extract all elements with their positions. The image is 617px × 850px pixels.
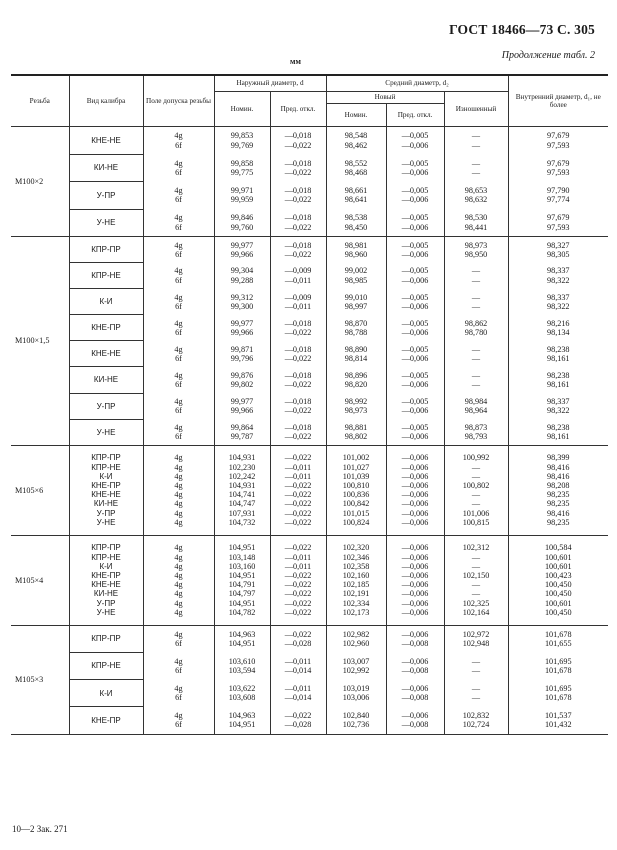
table-row — [11, 419, 608, 445]
gauge-type-cell: У-ПР — [69, 393, 143, 419]
col-pitch-diameter: Средний диаметр, d₂ — [326, 75, 508, 92]
col-inner-diameter: Внутренний диаметр, d₁, не более — [508, 75, 608, 127]
gauge-type-cell: У-НЕ — [69, 419, 143, 445]
outer-nominal-cell: 99,977 99,966 — [214, 237, 270, 263]
col-outer-deviation: Пред. откл. — [270, 92, 326, 127]
outer-nominal-cell: 99,304 99,288 — [214, 263, 270, 289]
gauge-type-cell: КНЕ-НЕ — [69, 127, 143, 155]
inner-diameter-cell: 101,695 101,678 — [508, 652, 608, 679]
thread-cell: М105×6 — [11, 445, 69, 535]
gauge-type-cell: КИ-НЕ — [69, 367, 143, 393]
outer-nominal-cell: 99,876 99,802 — [214, 367, 270, 393]
worn-cell: — — — [444, 680, 508, 707]
table-row — [11, 707, 608, 734]
table-row — [11, 315, 608, 341]
table-header — [11, 75, 608, 127]
pitch-nominal-cell: 98,538 98,450 — [326, 209, 386, 237]
col-new: Новый — [326, 92, 444, 104]
outer-nominal-cell: 99,977 99,966 — [214, 393, 270, 419]
inner-diameter-cell: 98,399 98,416 98,416 98,208 98,235 98,235 98,416 98,235 — [508, 445, 608, 535]
outer-nominal-cell: 99,853 99,769 — [214, 127, 270, 155]
worn-cell: — — — [444, 289, 508, 315]
worn-cell: — — — [444, 652, 508, 679]
table-row — [11, 154, 608, 182]
tolerance-cell: 4g 6f — [143, 127, 214, 155]
inner-diameter-cell: 97,679 97,593 — [508, 209, 608, 237]
tolerance-cell: 4g 4g 4g 4g 4g 4g 4g 4g — [143, 535, 214, 625]
pitch-nominal-cell: 98,896 98,820 — [326, 367, 386, 393]
table-row — [11, 393, 608, 419]
pitch-deviation-cell: —0,005 —0,006 — [386, 182, 444, 210]
pitch-deviation-cell: —0,005 —0,006 — [386, 263, 444, 289]
tolerance-cell: 4g 6f — [143, 393, 214, 419]
outer-deviation-cell: —0,011 —0,014 — [270, 652, 326, 679]
col-gauge-type: Вид калибра — [69, 75, 143, 127]
standard-header: ГОСТ 18466—73 С. 305 — [449, 22, 595, 37]
pitch-nominal-cell: 103,019 103,006 — [326, 680, 386, 707]
gauge-type-cell: У-НЕ — [69, 209, 143, 237]
worn-cell: 102,832 102,724 — [444, 707, 508, 734]
pitch-deviation-cell: —0,006 —0,008 — [386, 680, 444, 707]
worn-cell: — — — [444, 127, 508, 155]
table-row — [11, 289, 608, 315]
tolerance-cell: 4g 6f — [143, 154, 214, 182]
inner-diameter-cell: 97,790 97,774 — [508, 182, 608, 210]
tolerance-cell: 4g 6f — [143, 652, 214, 679]
pitch-nominal-cell: 98,992 98,973 — [326, 393, 386, 419]
table-row — [11, 209, 608, 237]
col-thread: Резьба — [11, 75, 69, 127]
table-row — [11, 625, 608, 652]
pitch-nominal-cell: 99,010 98,997 — [326, 289, 386, 315]
pitch-deviation-cell: —0,006 —0,008 — [386, 625, 444, 652]
tolerance-cell: 4g 6f — [143, 237, 214, 263]
gauge-table — [11, 74, 608, 735]
unit-label: мм — [290, 57, 301, 66]
gauge-type-cell: КПР-НЕ — [69, 263, 143, 289]
table-row — [11, 237, 608, 263]
pitch-nominal-cell: 98,870 98,788 — [326, 315, 386, 341]
tolerance-cell: 4g 6f — [143, 419, 214, 445]
tolerance-cell: 4g 4g 4g 4g 4g 4g 4g 4g — [143, 445, 214, 535]
pitch-deviation-cell: —0,005 —0,006 — [386, 237, 444, 263]
col-pitch-nominal: Номин. — [326, 104, 386, 127]
pitch-nominal-cell: 98,890 98,814 — [326, 341, 386, 367]
pitch-deviation-cell: —0,005 —0,006 — [386, 127, 444, 155]
outer-deviation-cell: —0,011 —0,014 — [270, 680, 326, 707]
table-row — [11, 367, 608, 393]
pitch-deviation-cell: —0,005 —0,006 — [386, 289, 444, 315]
tolerance-cell: 4g 6f — [143, 289, 214, 315]
worn-cell: 98,862 98,780 — [444, 315, 508, 341]
tolerance-cell: 4g 6f — [143, 315, 214, 341]
table-row — [11, 263, 608, 289]
tolerance-cell: 4g 6f — [143, 182, 214, 210]
inner-diameter-cell: 97,679 97,593 — [508, 154, 608, 182]
table-row — [11, 445, 608, 535]
thread-cell: М105×3 — [11, 625, 69, 734]
pitch-nominal-cell: 101,002 101,027 101,039 100,810 100,836 100,842 101,015 100,824 — [326, 445, 386, 535]
outer-nominal-cell: 99,971 99,959 — [214, 182, 270, 210]
pitch-deviation-cell: —0,006 —0,008 — [386, 652, 444, 679]
inner-diameter-cell: 98,337 98,322 — [508, 289, 608, 315]
worn-cell: 98,873 98,793 — [444, 419, 508, 445]
pitch-deviation-cell: —0,005 —0,006 — [386, 419, 444, 445]
table-row — [11, 652, 608, 679]
inner-diameter-cell: 98,337 98,322 — [508, 393, 608, 419]
pitch-nominal-cell: 103,007 102,992 — [326, 652, 386, 679]
pitch-nominal-cell: 102,320 102,346 102,358 102,160 102,185 102,191 102,334 102,173 — [326, 535, 386, 625]
pitch-nominal-cell: 102,840 102,736 — [326, 707, 386, 734]
worn-cell: — — — [444, 263, 508, 289]
table-row — [11, 680, 608, 707]
tolerance-cell: 4g 6f — [143, 341, 214, 367]
gauge-type-cell: КНЕ-ПР — [69, 707, 143, 734]
table-body — [11, 127, 608, 735]
worn-cell: 102,972 102,948 — [444, 625, 508, 652]
worn-cell: 100,992 — — 100,802 — — 101,006 100,815 — [444, 445, 508, 535]
worn-cell: — — — [444, 154, 508, 182]
table-row — [11, 127, 608, 155]
col-worn: Изношенный — [444, 92, 508, 127]
pitch-nominal-cell: 99,002 98,985 — [326, 263, 386, 289]
pitch-deviation-cell: —0,005 —0,006 — [386, 209, 444, 237]
pitch-deviation-cell: —0,006 —0,008 — [386, 707, 444, 734]
gauge-type-cell: У-ПР — [69, 182, 143, 210]
pitch-nominal-cell: 98,881 98,802 — [326, 419, 386, 445]
inner-diameter-cell: 98,216 98,134 — [508, 315, 608, 341]
outer-deviation-cell: —0,018 —0,022 — [270, 419, 326, 445]
table-row — [11, 341, 608, 367]
worn-cell: 102,312 — — 102,150 — — 102,325 102,164 — [444, 535, 508, 625]
worn-cell: — — — [444, 341, 508, 367]
outer-deviation-cell: —0,018 —0,022 — [270, 367, 326, 393]
outer-deviation-cell: —0,018 —0,022 — [270, 393, 326, 419]
tolerance-cell: 4g 6f — [143, 367, 214, 393]
col-outer-diameter: Наружный диаметр, d — [214, 75, 326, 92]
inner-diameter-cell: 98,337 98,322 — [508, 263, 608, 289]
worn-cell: 98,973 98,950 — [444, 237, 508, 263]
pitch-deviation-cell: —0,005 —0,006 — [386, 154, 444, 182]
outer-deviation-cell: —0,009 —0,011 — [270, 263, 326, 289]
outer-deviation-cell: —0,018 —0,022 — [270, 209, 326, 237]
outer-nominal-cell: 103,622 103,608 — [214, 680, 270, 707]
outer-deviation-cell: —0,022 —0,028 — [270, 625, 326, 652]
tolerance-cell: 4g 6f — [143, 625, 214, 652]
inner-diameter-cell: 98,238 98,161 — [508, 341, 608, 367]
tolerance-cell: 4g 6f — [143, 680, 214, 707]
outer-nominal-cell: 99,858 99,775 — [214, 154, 270, 182]
outer-nominal-cell: 104,931 102,230 102,242 104,931 104,741 104,747 107,931 104,732 — [214, 445, 270, 535]
worn-cell: 98,530 98,441 — [444, 209, 508, 237]
gauge-type-cell: КПР-ПР КПР-НЕ К-И КНЕ-ПР КНЕ-НЕ КИ-НЕ У-ПР У-НЕ — [69, 535, 143, 625]
col-pitch-deviation: Пред. откл. — [386, 104, 444, 127]
pitch-nominal-cell: 98,548 98,462 — [326, 127, 386, 155]
thread-cell: М105×4 — [11, 535, 69, 625]
gauge-type-cell: КПР-ПР — [69, 625, 143, 652]
continuation-label: Продолжение табл. 2 — [501, 50, 595, 61]
inner-diameter-cell: 98,238 98,161 — [508, 367, 608, 393]
gauge-type-cell: КИ-НЕ — [69, 154, 143, 182]
outer-deviation-cell: —0,018 —0,022 — [270, 237, 326, 263]
table-row — [11, 182, 608, 210]
gauge-type-cell: К-И — [69, 289, 143, 315]
worn-cell: 98,653 98,632 — [444, 182, 508, 210]
col-outer-nominal: Номин. — [214, 92, 270, 127]
worn-cell: 98,984 98,964 — [444, 393, 508, 419]
outer-nominal-cell: 99,871 99,796 — [214, 341, 270, 367]
inner-diameter-cell: 101,537 101,432 — [508, 707, 608, 734]
outer-deviation-cell: —0,022 —0,028 — [270, 707, 326, 734]
inner-diameter-cell: 101,695 101,678 — [508, 680, 608, 707]
pitch-deviation-cell: —0,006 —0,006 —0,006 —0,006 —0,006 —0,006 —0,006 —0,006 — [386, 445, 444, 535]
table-row — [11, 535, 608, 625]
outer-nominal-cell: 99,312 99,300 — [214, 289, 270, 315]
pitch-deviation-cell: —0,005 —0,006 — [386, 315, 444, 341]
outer-deviation-cell: —0,018 —0,022 — [270, 182, 326, 210]
pitch-deviation-cell: —0,005 —0,006 — [386, 393, 444, 419]
outer-nominal-cell: 99,864 99,787 — [214, 419, 270, 445]
gauge-type-cell: КНЕ-ПР — [69, 315, 143, 341]
outer-deviation-cell: —0,009 —0,011 — [270, 289, 326, 315]
pitch-deviation-cell: —0,005 —0,006 — [386, 341, 444, 367]
tolerance-cell: 4g 6f — [143, 707, 214, 734]
gauge-type-cell: КПР-ПР КПР-НЕ К-И КНЕ-ПР КНЕ-НЕ КИ-НЕ У-ПР У-НЕ — [69, 445, 143, 535]
pitch-deviation-cell: —0,006 —0,006 —0,006 —0,006 —0,006 —0,006 —0,006 —0,006 — [386, 535, 444, 625]
pitch-nominal-cell: 98,981 98,960 — [326, 237, 386, 263]
outer-nominal-cell: 104,951 103,148 103,160 104,951 104,791 104,797 104,951 104,782 — [214, 535, 270, 625]
outer-deviation-cell: —0,018 —0,022 — [270, 127, 326, 155]
thread-cell: М100×2 — [11, 127, 69, 237]
outer-deviation-cell: —0,018 —0,022 — [270, 315, 326, 341]
gauge-type-cell: КПР-ПР — [69, 237, 143, 263]
col-tolerance-field: Поле допуска резьбы — [143, 75, 214, 127]
outer-nominal-cell: 104,963 104,951 — [214, 625, 270, 652]
inner-diameter-cell: 98,238 98,161 — [508, 419, 608, 445]
pitch-deviation-cell: —0,005 —0,006 — [386, 367, 444, 393]
footer-note: 10—2 Зак. 271 — [12, 824, 68, 834]
pitch-nominal-cell: 102,982 102,960 — [326, 625, 386, 652]
worn-cell: — — — [444, 367, 508, 393]
outer-deviation-cell: —0,018 —0,022 — [270, 154, 326, 182]
tolerance-cell: 4g 6f — [143, 263, 214, 289]
inner-diameter-cell: 98,327 98,305 — [508, 237, 608, 263]
inner-diameter-cell: 97,679 97,593 — [508, 127, 608, 155]
outer-nominal-cell: 99,846 99,760 — [214, 209, 270, 237]
inner-diameter-cell: 100,584 100,601 100,601 100,423 100,450 100,450 100,601 100,450 — [508, 535, 608, 625]
outer-nominal-cell: 104,963 104,951 — [214, 707, 270, 734]
outer-deviation-cell: —0,022 —0,011 —0,011 —0,022 —0,022 —0,022 —0,022 —0,022 — [270, 445, 326, 535]
gauge-type-cell: КНЕ-НЕ — [69, 341, 143, 367]
pitch-nominal-cell: 98,552 98,468 — [326, 154, 386, 182]
outer-nominal-cell: 103,610 103,594 — [214, 652, 270, 679]
gauge-type-cell: К-И — [69, 680, 143, 707]
pitch-nominal-cell: 98,661 98,641 — [326, 182, 386, 210]
outer-deviation-cell: —0,018 —0,022 — [270, 341, 326, 367]
thread-cell: М100×1,5 — [11, 237, 69, 446]
gauge-type-cell: КПР-НЕ — [69, 652, 143, 679]
outer-nominal-cell: 99,977 99,966 — [214, 315, 270, 341]
outer-deviation-cell: —0,022 —0,011 —0,011 —0,022 —0,022 —0,022 —0,022 —0,022 — [270, 535, 326, 625]
tolerance-cell: 4g 6f — [143, 209, 214, 237]
inner-diameter-cell: 101,678 101,655 — [508, 625, 608, 652]
